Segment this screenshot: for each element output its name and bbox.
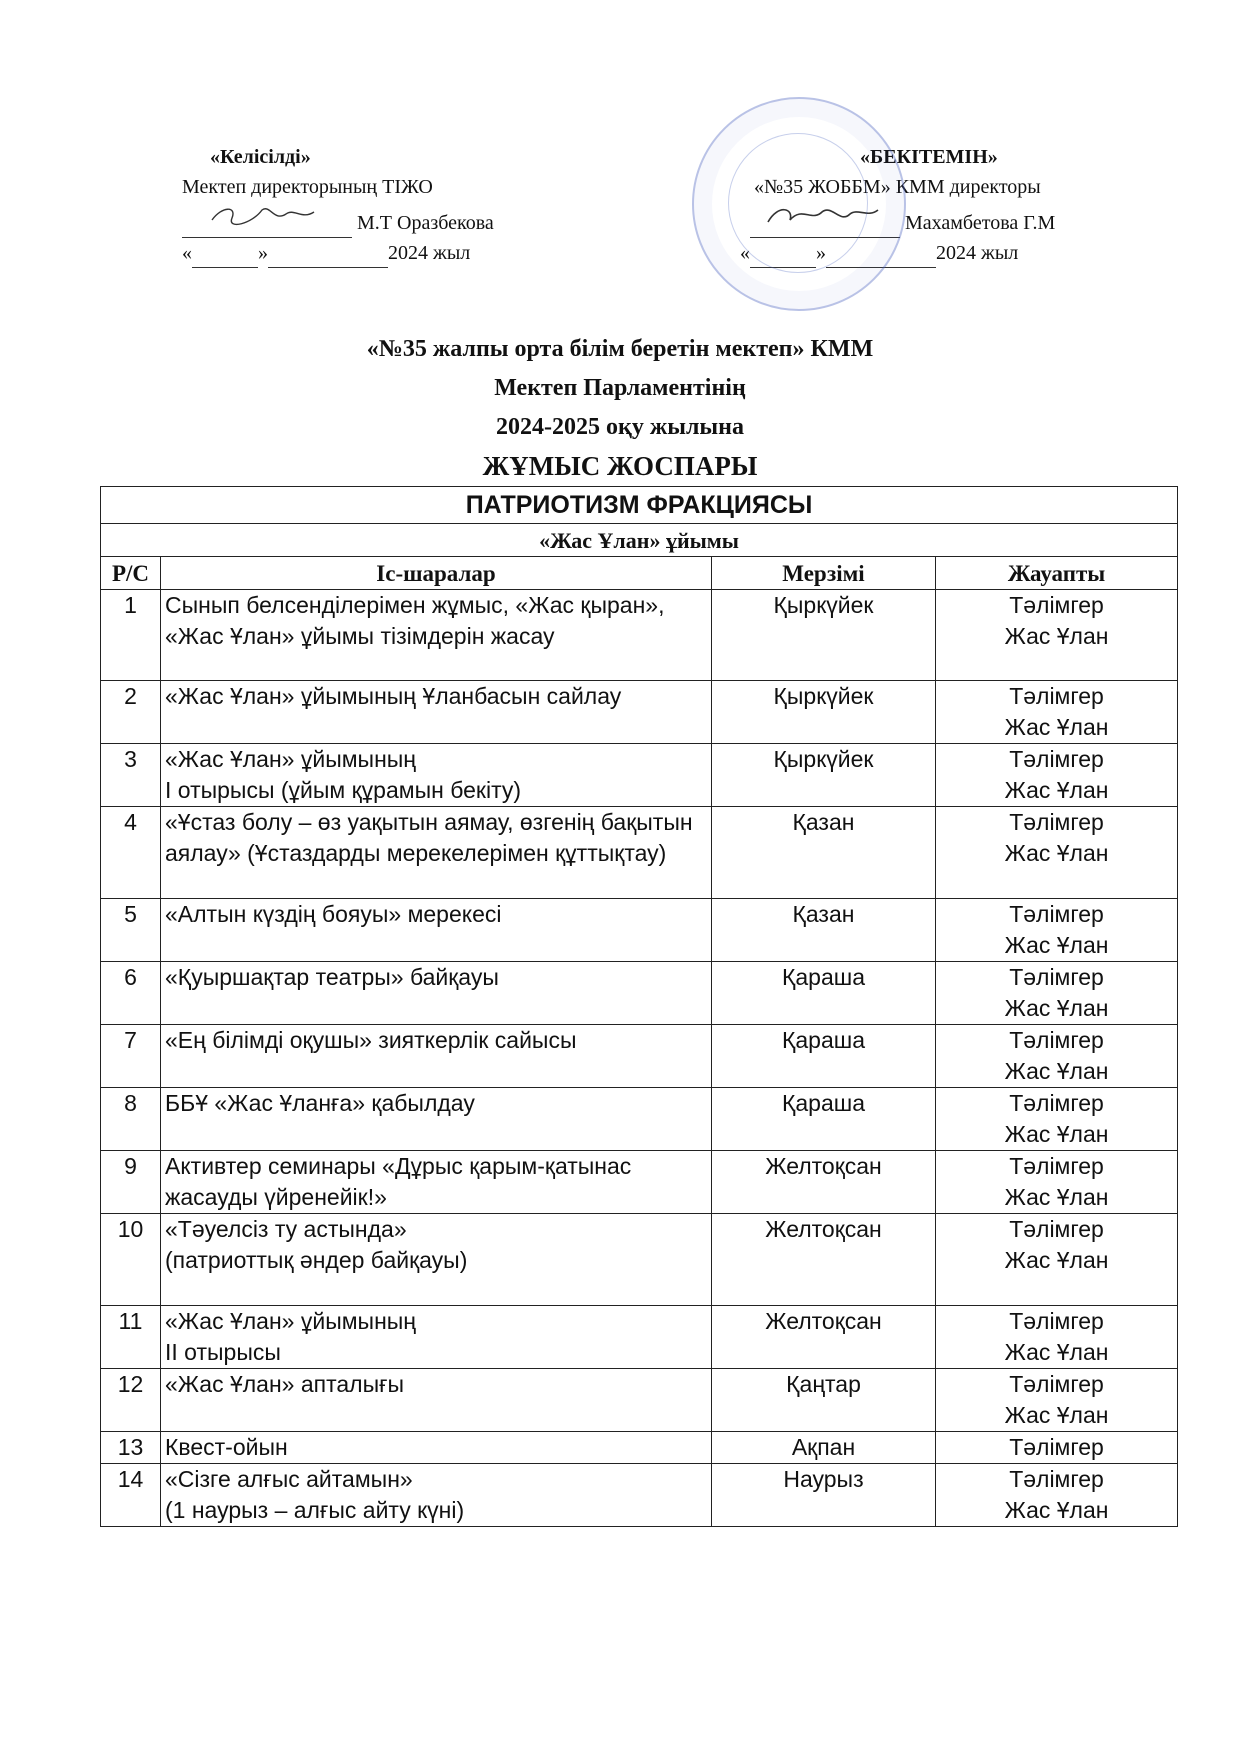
table-row (101, 744, 1178, 807)
responsible-mentor: Тәлімгер (1009, 809, 1104, 835)
table-row (101, 1088, 1178, 1151)
row-date: Қараша (712, 1025, 936, 1088)
row-number: 10 (101, 1214, 161, 1306)
row-activity: «Ең білімді оқушы» зияткерлік сайысы (161, 1025, 712, 1088)
table-row (101, 590, 1178, 681)
row-responsible (936, 1464, 1178, 1527)
approved-date-open-quote: « (740, 242, 750, 264)
row-responsible (936, 807, 1178, 899)
responsible-mentor: Тәлімгер (1009, 1153, 1104, 1179)
responsible-org: Жас Ұлан (1004, 1339, 1109, 1365)
header-activity: Іс-шаралар (161, 557, 712, 590)
title-parliament: Мектеп Парламентінің (494, 375, 746, 401)
row-responsible (936, 744, 1178, 807)
agreed-date-close-quote: » (258, 242, 268, 264)
title-year: 2024-2025 оқу жылына (496, 414, 744, 440)
row-date: Желтоқсан (712, 1306, 936, 1369)
header-num: Р/С (101, 557, 161, 590)
row-responsible (936, 962, 1178, 1025)
agreed-block (182, 142, 562, 268)
agreed-name: М.Т Оразбекова (357, 212, 494, 234)
table-row (101, 681, 1178, 744)
row-date: Қараша (712, 962, 936, 1025)
row-activity: «Алтын күздің бояуы» мерекесі (161, 899, 712, 962)
row-responsible (936, 1025, 1178, 1088)
table-row (101, 962, 1178, 1025)
row-number: 7 (101, 1025, 161, 1088)
row-number: 13 (101, 1432, 161, 1464)
approved-position: «№35 ЖОББМ» КММ директоры (754, 176, 1041, 198)
row-date: Қаңтар (712, 1369, 936, 1432)
row-date: Қыркүйек (712, 744, 936, 807)
row-responsible (936, 590, 1178, 681)
responsible-org: Жас Ұлан (1004, 623, 1109, 649)
responsible-mentor: Тәлімгер (1009, 746, 1104, 772)
title-school: «№35 жалпы орта білім беретін мектеп» КММ (366, 336, 874, 362)
row-number: 4 (101, 807, 161, 899)
responsible-mentor: Тәлімгер (1009, 683, 1104, 709)
row-responsible (936, 1151, 1178, 1214)
row-date: Желтоқсан (712, 1151, 936, 1214)
row-responsible (936, 1214, 1178, 1306)
school-seal-icon (692, 97, 906, 311)
agreed-year: 2024 жыл (388, 242, 471, 264)
row-date: Қыркүйек (712, 681, 936, 744)
row-activity: Квест-ойын (161, 1432, 712, 1464)
table-row (101, 1306, 1178, 1369)
row-responsible (936, 1369, 1178, 1432)
row-number: 6 (101, 962, 161, 1025)
table-row (101, 1151, 1178, 1214)
table-row (101, 899, 1178, 962)
row-activity: «Жас Ұлан» ұйымының І отырысы (ұйым құрамын бекіту) (161, 744, 712, 807)
row-number: 3 (101, 744, 161, 807)
row-activity: Сынып белсенділерімен жұмыс, «Жас қыран», «Жас Ұлан» ұйымы тізімдерін жасау (161, 590, 712, 681)
responsible-mentor: Тәлімгер (1009, 1308, 1104, 1334)
responsible-org: Жас Ұлан (1004, 714, 1109, 740)
table-row (101, 1369, 1178, 1432)
header-date: Мерзімі (712, 557, 936, 590)
row-number: 11 (101, 1306, 161, 1369)
header-responsible: Жауапты (936, 557, 1178, 590)
row-date: Желтоқсан (712, 1214, 936, 1306)
responsible-org: Жас Ұлан (1004, 1184, 1109, 1210)
row-date: Ақпан (712, 1432, 936, 1464)
row-activity: «Жас Ұлан» апталығы (161, 1369, 712, 1432)
approved-heading: «БЕКІТЕМІН» (860, 146, 998, 168)
organization-title: «Жас Ұлан» ұйымы (101, 524, 1178, 557)
row-number: 8 (101, 1088, 161, 1151)
agreed-signature-row (182, 202, 562, 238)
responsible-mentor: Тәлімгер (1009, 1434, 1104, 1460)
agreed-signature-icon (182, 202, 352, 228)
table-row (101, 1464, 1178, 1527)
responsible-mentor: Тәлімгер (1009, 592, 1104, 618)
agreed-date-open-quote: « (182, 242, 192, 264)
row-activity: «Жас Ұлан» ұйымының ІІ отырысы (161, 1306, 712, 1369)
row-number: 9 (101, 1151, 161, 1214)
row-activity: ББҰ «Жас Ұланға» қабылдау (161, 1088, 712, 1151)
table-header-row (101, 557, 1178, 590)
row-activity: Активтер семинары «Дұрыс қарым-қатынас жасауды үйренейік!» (161, 1151, 712, 1214)
responsible-mentor: Тәлімгер (1009, 1371, 1104, 1397)
title-workplan: ЖҰМЫС ЖОСПАРЫ (482, 451, 758, 481)
row-responsible (936, 681, 1178, 744)
approved-name: Махамбетова Г.М (905, 212, 1056, 234)
row-responsible (936, 1088, 1178, 1151)
row-date: Наурыз (712, 1464, 936, 1527)
table-row (101, 1025, 1178, 1088)
responsible-mentor: Тәлімгер (1009, 901, 1104, 927)
responsible-org: Жас Ұлан (1004, 1402, 1109, 1428)
row-responsible (936, 1432, 1178, 1464)
document-title (0, 330, 1240, 486)
responsible-mentor: Тәлімгер (1009, 964, 1104, 990)
organization-row (101, 524, 1178, 557)
responsible-org: Жас Ұлан (1004, 1247, 1109, 1273)
row-activity: «Сізге алғыс айтамын» (1 наурыз – алғыс айту күні) (161, 1464, 712, 1527)
row-activity: «Қуыршақтар театры» байқауы (161, 962, 712, 1025)
responsible-mentor: Тәлімгер (1009, 1466, 1104, 1492)
agreed-position: Мектеп директорының ТІЖО (182, 176, 433, 198)
table-row (101, 1214, 1178, 1306)
responsible-org: Жас Ұлан (1004, 1497, 1109, 1523)
approval-block (0, 142, 1240, 272)
row-activity: «Тәуелсіз ту астында» (патриоттық әндер байқауы) (161, 1214, 712, 1306)
responsible-org: Жас Ұлан (1004, 777, 1109, 803)
row-number: 14 (101, 1464, 161, 1527)
row-date: Қазан (712, 899, 936, 962)
responsible-org: Жас Ұлан (1004, 1121, 1109, 1147)
row-number: 2 (101, 681, 161, 744)
responsible-mentor: Тәлімгер (1009, 1216, 1104, 1242)
responsible-org: Жас Ұлан (1004, 840, 1109, 866)
approved-date-close-quote: » (816, 242, 826, 264)
agreed-heading: «Келісілді» (210, 146, 311, 168)
row-date: Қазан (712, 807, 936, 899)
responsible-mentor: Тәлімгер (1009, 1090, 1104, 1116)
row-date: Қараша (712, 1088, 936, 1151)
row-number: 1 (101, 590, 161, 681)
row-activity: «Жас Ұлан» ұйымының Ұланбасын сайлау (161, 681, 712, 744)
faction-row (101, 487, 1178, 524)
table-row (101, 1432, 1178, 1464)
table-row (101, 807, 1178, 899)
responsible-org: Жас Ұлан (1004, 932, 1109, 958)
row-responsible (936, 899, 1178, 962)
row-number: 5 (101, 899, 161, 962)
agreed-date-row (182, 238, 562, 268)
responsible-mentor: Тәлімгер (1009, 1027, 1104, 1053)
row-date: Қыркүйек (712, 590, 936, 681)
row-responsible (936, 1306, 1178, 1369)
responsible-org: Жас Ұлан (1004, 995, 1109, 1021)
agreed-signature-line (182, 202, 352, 238)
work-plan-table (100, 486, 1178, 1527)
responsible-org: Жас Ұлан (1004, 1058, 1109, 1084)
approved-year: 2024 жыл (936, 242, 1019, 264)
row-activity: «Ұстаз болу – өз уақытын аямау, өзгенің бақытын аялау» (Ұстаздарды мерекелерімен құттықтау) (161, 807, 712, 899)
row-number: 12 (101, 1369, 161, 1432)
seal-inner-ring (728, 133, 868, 273)
faction-title: ПАТРИОТИЗМ ФРАКЦИЯСЫ (101, 487, 1178, 524)
